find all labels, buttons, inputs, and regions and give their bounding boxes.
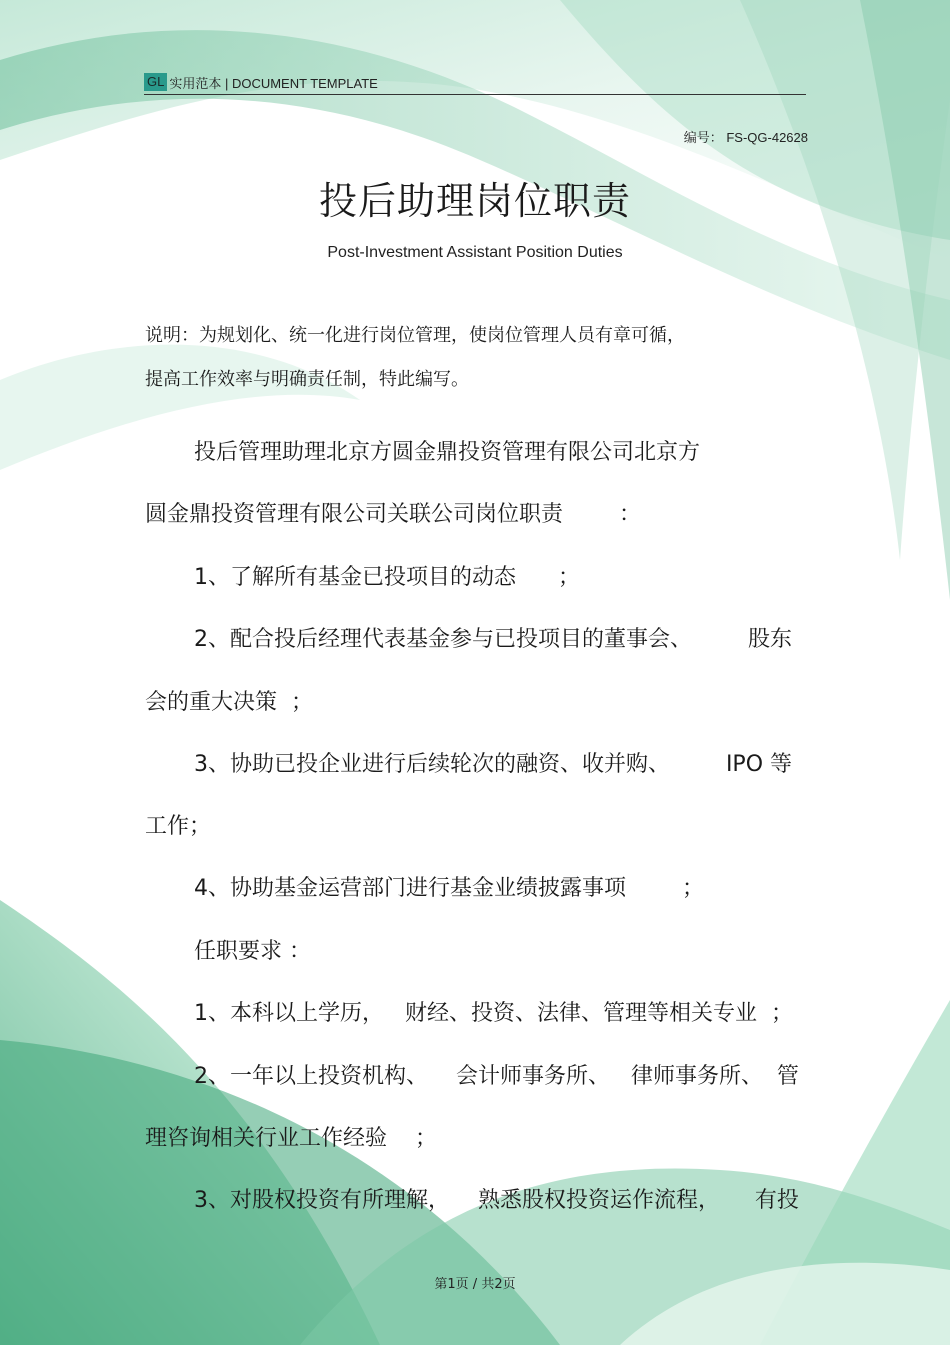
gl-badge: GL — [144, 73, 167, 91]
requirement-item-2-line-1: 2、一年以上投资机构、 会计师事务所、 律师事务所、 管 — [194, 1064, 799, 1089]
duty-item-3-line-1: 3、协助已投企业进行后续轮次的融资、收并购、 IPO 等 — [194, 752, 793, 777]
note-line-2: 提高工作效率与明确责任制，特此编写。 — [145, 369, 469, 390]
page-title: 投后助理岗位职责 — [318, 179, 631, 223]
requirement-item-1: 1、本科以上学历， 财经、投资、法律、管理等相关专业 ； — [194, 1001, 793, 1026]
requirement-item-3-line-1: 3、对股权投资有所理解， 熟悉股权投资运作流程， 有投 — [194, 1188, 799, 1213]
description-note — [145, 314, 807, 402]
header-text: 实用范本 | DOCUMENT TEMPLATE — [169, 75, 378, 91]
requirements-heading: 任职要求 ： — [194, 939, 311, 964]
duty-item-3-line-2: 工作； — [145, 814, 212, 839]
page-footer: 第1页 / 共2页 — [434, 1277, 516, 1292]
duty-item-2-line-2: 会的重大决策 ； — [145, 690, 313, 715]
page-header — [144, 70, 806, 95]
duty-item-4: 4、协助基金运营部门进行基金业绩披露事项 ； — [194, 876, 704, 901]
requirement-item-2-line-2: 理咨询相关行业工作经验 ； — [145, 1126, 437, 1151]
duty-item-1: 1、了解所有基金已投项目的动态 ； — [194, 565, 580, 590]
duty-item-2-line-1: 2、配合投后经理代表基金参与已投项目的董事会、 股东 — [194, 627, 792, 652]
page-subtitle: Post-Investment Assistant Position Duties — [327, 244, 623, 261]
intro-line-1: 投后管理助理北京方圆金鼎投资管理有限公司北京方 — [194, 440, 701, 465]
document-number: 编号： FS-QG-42628 — [683, 130, 808, 145]
note-line-1: 说明：为规划化、统一化进行岗位管理，使岗位管理人员有章可循， — [145, 325, 685, 346]
intro-line-2: 圆金鼎投资管理有限公司关联公司岗位职责 ： — [145, 502, 641, 527]
